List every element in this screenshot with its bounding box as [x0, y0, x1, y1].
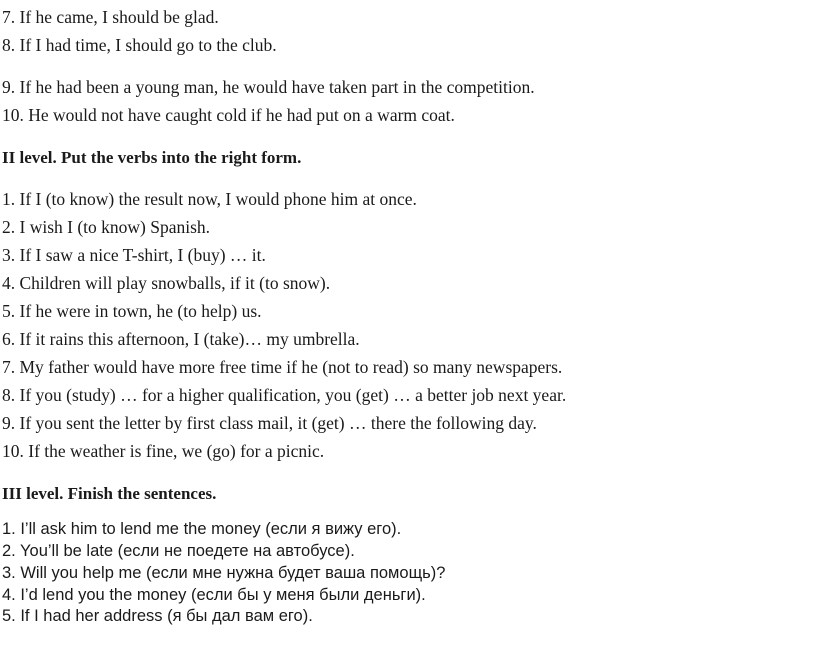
list-item: 8. If I had time, I should go to the club.	[2, 35, 277, 55]
list-item: 3. If I saw a nice T-shirt, I (buy) … it.	[2, 245, 266, 265]
section-heading-level-2: II level. Put the verbs into the right form.	[2, 148, 302, 167]
list-item: 10. He would not have caught cold if he had put on a warm coat.	[2, 105, 455, 125]
list-item: 10. If the weather is fine, we (go) for a picnic.	[2, 441, 325, 461]
list-item: 1. I’ll ask him to lend me the money (если я вижу его).	[2, 520, 402, 538]
list-item: 4. I’d lend you the money (если бы у меня были деньги).	[2, 586, 426, 604]
list-item: 6. If it rains this afternoon, I (take)… my umbrella.	[2, 329, 360, 349]
list-item: 2. I wish I (to know) Spanish.	[2, 217, 211, 237]
list-item: 2. You’ll be late (если не поедете на автобусе).	[2, 542, 355, 560]
list-item: 1. If I (to know) the result now, I would phone him at once.	[2, 189, 417, 209]
list-item: 3. Will you help me (если мне нужна будет ваша помощь)?	[2, 564, 446, 582]
list-item: 9. If he had been a young man, he would have taken part in the competition.	[2, 77, 535, 97]
list-item: 9. If you sent the letter by first class mail, it (get) … there the following day.	[2, 413, 537, 433]
list-item: 5. If I had her address (я бы дал вам его).	[2, 607, 313, 625]
list-item: 7. My father would have more free time if he (not to read) so many newspapers.	[2, 357, 563, 377]
list-item: 8. If you (study) … for a higher qualification, you (get) … a better job next year.	[2, 385, 567, 405]
list-item: 7. If he came, I should be glad.	[2, 7, 219, 27]
list-item: 5. If he were in town, he (to help) us.	[2, 301, 262, 321]
list-item: 4. Children will play snowballs, if it (to snow).	[2, 273, 331, 293]
section-heading-level-3: III level. Finish the sentences.	[2, 484, 217, 503]
